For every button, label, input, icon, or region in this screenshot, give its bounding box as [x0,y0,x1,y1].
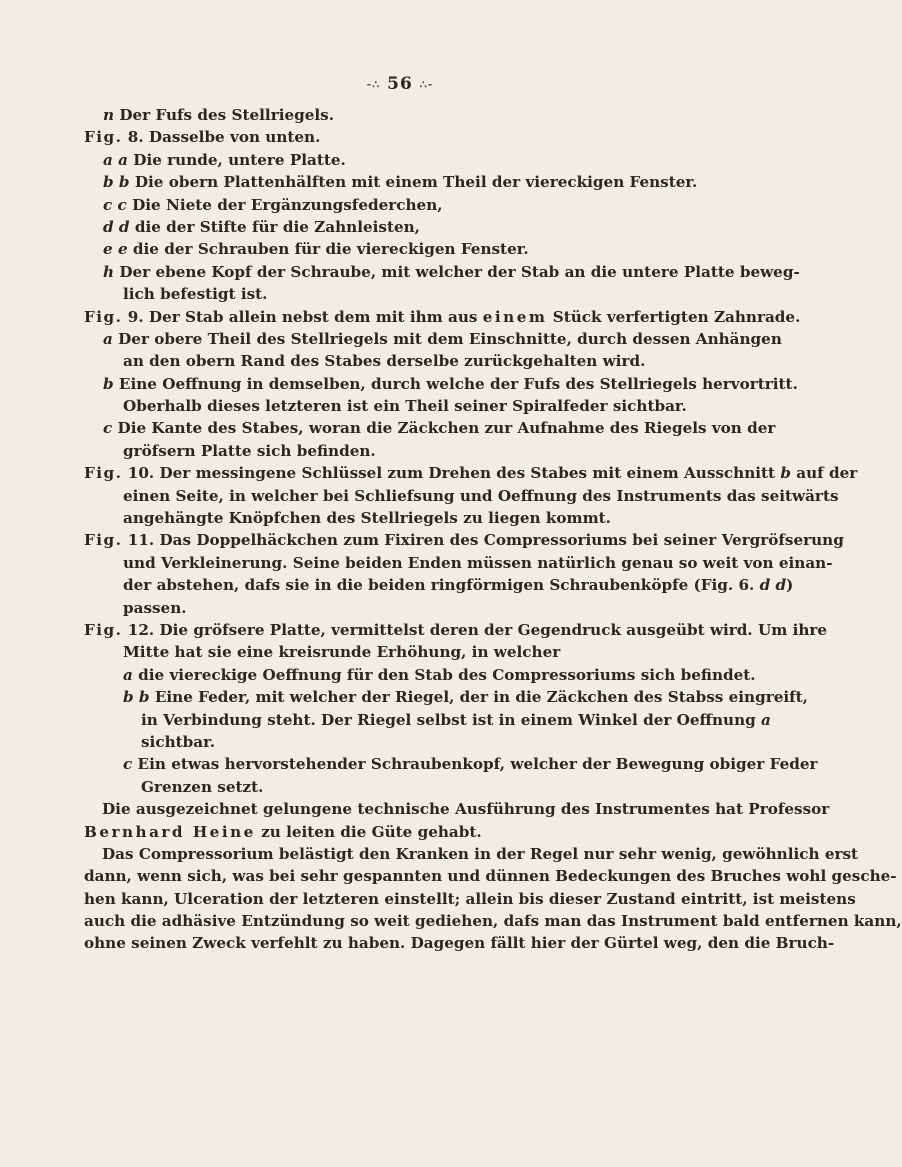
italic-label: c [123,755,133,774]
text-line [84,395,796,417]
figure-label: Fig. [84,620,123,639]
text-span: zu leiten die Güte gehabt. [255,822,482,841]
text-line [84,238,796,260]
text-span: hen kann, Ulceration der letzteren einstellt; allein bis dieser Zustand eintritt, ist meistens [84,889,856,908]
ornament-left: -∴ [366,78,381,91]
text-span: lich befestigt ist. [123,285,268,304]
italic-label: n [103,106,115,124]
page-number: 56 [387,74,413,94]
italic-label: b [780,464,791,483]
text-span: auch die adhäsive Entzündung so weit gediehen, dafs man das Instrument bald entfernen kann, [84,912,902,931]
text-line [84,597,796,619]
text-span: die viereckige Oeffnung für den Stab des Compressoriums sich befindet. [132,665,756,684]
text-span: Der obere Theil des Stellriegels mit dem Einschnitte, durch dessen Anhängen [112,329,782,348]
italic-label: b b [123,688,150,707]
text-span: Der Fufs des Stellriegels. [114,106,335,124]
text-line [84,485,839,507]
italic-label: a [761,710,771,729]
text-span: Ein etwas hervorstehender Schraubenkopf, welcher der Bewegung obiger Feder [132,755,818,774]
text-line [84,149,796,171]
page-header [0,74,800,94]
text-line [84,932,835,954]
italic-label: a a [103,150,128,169]
italic-label: c c [103,195,127,214]
text-line [84,709,796,731]
text-line [84,216,796,238]
text-span: einem [482,307,548,326]
text-line [84,843,859,865]
text-line [84,283,796,305]
text-line [84,462,858,484]
text-line [84,574,796,596]
text-span: Oberhalb dieses letzteren ist ein Theil seiner Spiralfeder sichtbar. [123,397,687,416]
text-span: Das Compressorium belästigt den Kranken in der Regel nur sehr wenig, gewöhnlich erst [102,844,859,863]
text-span: 11. Das Doppelhäckchen zum Fixiren des Compressoriums bei seiner Vergröfserung [122,531,844,550]
figure-label: Fig. [84,128,123,147]
text-span: und Verkleinerung. Seine beiden Enden müssen natürlich genau so weit von einan- [123,553,833,572]
text-span: dann, wenn sich, was bei sehr gespannten und dünnen Bedeckungen des Bruches wohl gesche- [84,867,897,886]
text-line [84,641,796,663]
text-line [84,373,796,395]
text-line [84,306,801,328]
text-span: angehängte Knöpfchen des Stellriegels zu liegen kommt. [123,509,611,528]
text-line [84,664,796,686]
text-span: Die ausgezeichnet gelungene technische Ausführung des Instrumentes hat Professor [102,800,830,819]
figure-label: Fig. [84,464,123,483]
text-line [84,910,902,932]
text-span: auf der [790,464,858,483]
text-span: Die obern Plattenhälften mit einem Theil der viereckigen Fenster. [129,173,698,192]
text-span: an den obern Rand des Stabes derselbe zurückgehalten wird. [123,352,646,371]
italic-label: h [103,262,115,281]
italic-label: e e [103,240,128,259]
text-span: sichtbar. [141,732,215,751]
text-span: 12. Die gröfsere Platte, vermittelst deren der Gegendruck ausgeübt wird. Um ihre [122,620,828,639]
text-line [84,529,844,551]
text-span: Die Niete der Ergänzungsfederchen, [126,195,443,214]
text-span: einen Seite, in welcher bei Schliefsung und Oeffnung des Instruments das seitwärts [123,486,839,505]
text-line [84,776,796,798]
text-line [84,440,796,462]
text-line [84,798,830,820]
italic-label: d d [759,576,787,595]
text-span: Grenzen setzt. [141,777,264,796]
italic-label: b b [103,173,130,192]
text-span: Mitte hat sie eine kreisrunde Erhöhung, in welcher [123,643,561,662]
text-span: die der Schrauben für die viereckigen Fenster. [127,240,529,259]
italic-label: d d [103,217,130,236]
text-span: 9. Der Stab allein nebst dem mit ihm aus [122,307,483,326]
body-text [84,104,902,955]
text-span: gröfsern Platte sich befinden. [123,441,376,460]
text-line [84,507,796,529]
text-span: Bernhard Heine [84,822,256,841]
italic-label: c [103,419,113,438]
text-line [84,753,818,775]
text-line [84,731,796,753]
text-span: ) [786,576,794,595]
text-span: Die Kante des Stabes, woran die Zäckchen zur Aufnahme des Riegels von der [112,419,776,438]
text-span: 8. Dasselbe von unten. [122,128,321,147]
text-line [84,619,828,641]
italic-label: b [103,374,114,393]
italic-label: a [123,665,133,684]
text-line [84,417,796,439]
ornament-right: ∴- [419,78,434,91]
text-span: Eine Oeffnung in demselben, durch welche der Fufs des Stellriegels hervortritt. [113,374,798,393]
text-line [84,350,796,372]
text-line [84,171,796,193]
text-line [84,261,800,283]
text-span: passen. [123,598,187,617]
text-line [84,686,808,708]
text-span: Der ebene Kopf der Schraube, mit welcher der Stab an die untere Platte beweg- [114,262,800,281]
figure-label: Fig. [84,531,123,550]
text-span: die der Stifte für die Zahnleisten, [129,217,420,236]
text-span: Stück verfertigten Zahnrade. [547,307,801,326]
text-line [84,328,796,350]
text-span: ohne seinen Zweck verfehlt zu haben. Dagegen fällt hier der Gürtel weg, den die Bruch- [84,934,835,953]
text-line [84,821,796,843]
text-span: in Verbindung steht. Der Riegel selbst ist in einem Winkel der Oeffnung [141,710,762,729]
text-span: Die runde, untere Platte. [127,150,346,169]
italic-label: a [103,329,113,348]
figure-label: Fig. [84,307,123,326]
text-span: Eine Feder, mit welcher der Riegel, der in die Zäckchen des Stabss eingreift, [149,688,808,707]
text-span: der abstehen, dafs sie in die beiden ringförmigen Schraubenköpfe (Fig. 6. [123,576,760,595]
text-line [84,104,796,126]
text-line [84,126,796,148]
text-line [84,552,833,574]
text-span: 10. Der messingene Schlüssel zum Drehen des Stabes mit einem Ausschnitt [122,464,781,483]
text-line [84,888,856,910]
text-line [84,865,897,887]
text-line [84,194,796,216]
